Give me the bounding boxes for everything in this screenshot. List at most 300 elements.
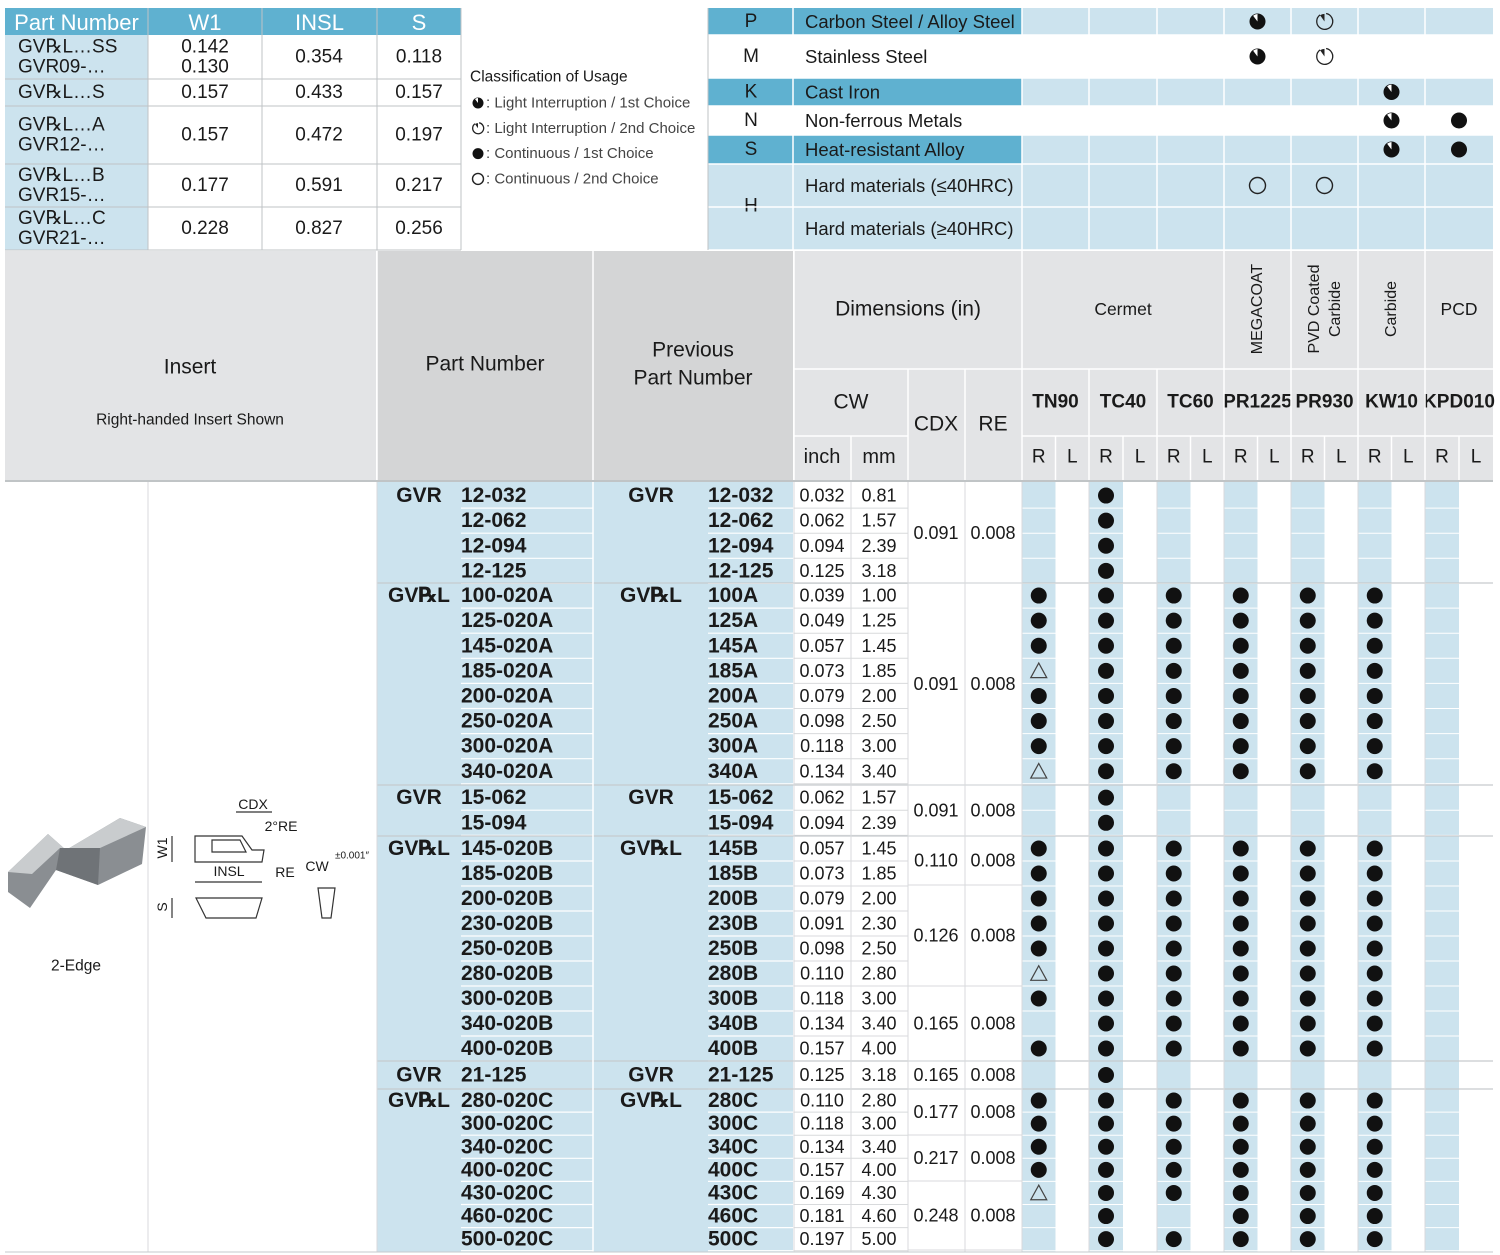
group-previous-prefix: GVR (628, 1063, 674, 1087)
filled-dot-mark (1166, 738, 1182, 754)
part-number: 460-020C (461, 1204, 554, 1228)
previous-part-number: 15-094 (708, 811, 774, 835)
cw-inch: 0.134 (799, 1136, 845, 1157)
top-left-w1: 0.157 (181, 124, 229, 146)
cw-mm: 1.57 (861, 510, 897, 531)
header-group-megacoat: MEGACOAT (1249, 263, 1266, 355)
top-left-insl: 0.354 (295, 46, 343, 68)
cw-inch: 0.098 (799, 938, 845, 959)
material-grade-cell (1157, 35, 1224, 78)
cw-mm: 2.00 (861, 685, 897, 706)
header-group-pvd: Carbide (1327, 280, 1344, 338)
cw-mm: 0.81 (861, 485, 897, 506)
header-hand-r: R (1300, 446, 1315, 468)
filled-dot-mark (1233, 763, 1249, 779)
legend-title: Classification of Usage (470, 68, 628, 86)
group-previous-prefix: GV℞L (620, 584, 682, 608)
header-grade-kw10: KW10 (1365, 391, 1418, 413)
filled-dot-mark (1031, 638, 1047, 654)
filled-dot-mark (1233, 1116, 1249, 1132)
header-hand-r: R (1166, 446, 1181, 468)
material-grade-cell (1425, 207, 1493, 250)
filled-dot-mark (1098, 738, 1114, 754)
filled-dot-mark (1300, 866, 1316, 882)
filled-dot-mark (1367, 891, 1383, 907)
cw-mm: 3.00 (861, 736, 897, 757)
filled-dot-mark (1031, 841, 1047, 857)
top-left-s: 0.118 (395, 46, 443, 68)
filled-dot-mark (1233, 663, 1249, 679)
filled-dot-mark (1233, 613, 1249, 629)
previous-part-number: 185B (708, 862, 759, 885)
top-left-insl: 0.433 (295, 82, 343, 103)
top-left-part-number: GV℞L…C (18, 208, 106, 229)
material-grade-cell (1291, 78, 1358, 106)
previous-part-number: 230B (708, 912, 759, 935)
part-number: 430-020C (461, 1181, 554, 1205)
filled-dot-mark (1098, 891, 1114, 907)
material-grade-cell (1358, 35, 1425, 78)
top-left-part-number: GVR12-… (18, 134, 106, 156)
re-value: 0.008 (970, 1013, 1016, 1034)
previous-part-number: 12-094 (708, 534, 774, 558)
top-left-s: 0.157 (395, 82, 443, 103)
filled-dot-mark (1098, 966, 1114, 982)
cw-inch: 0.118 (800, 736, 844, 757)
part-number: 230-020B (461, 912, 554, 935)
filled-dot-mark (1300, 1041, 1316, 1057)
grade-l-column-bg (1459, 482, 1493, 1252)
filled-dot-mark (1031, 1041, 1047, 1057)
part-number: 400-020B (461, 1037, 554, 1060)
filled-dot-mark (1166, 1162, 1182, 1178)
re-value: 0.008 (970, 800, 1016, 821)
header-group-cermet: Cermet (1094, 299, 1152, 319)
filled-dot-mark (1098, 815, 1114, 831)
filled-dot-mark (1098, 916, 1114, 932)
material-name: Non-ferrous Metals (805, 110, 963, 131)
part-number: 12-094 (461, 534, 527, 558)
legend-item-text: : Light Interruption / 1st Choice (486, 94, 691, 112)
cw-inch: 0.134 (799, 761, 845, 782)
group-previous-prefix: GV℞L (620, 1089, 682, 1113)
material-grade-cell (1291, 135, 1358, 164)
diagram-label-tolerance: ±0.001″ (334, 850, 370, 862)
filled-dot-mark (1031, 688, 1047, 704)
cw-inch: 0.197 (799, 1229, 845, 1250)
cw-inch: 0.118 (800, 988, 844, 1009)
material-grade-cell (1291, 106, 1358, 135)
filled-dot-mark (1098, 638, 1114, 654)
filled-dot-mark (1031, 941, 1047, 957)
group-part-prefix: GV℞L (388, 1089, 450, 1113)
previous-part-number: 12-032 (708, 484, 774, 508)
header-hand-l: L (1134, 446, 1146, 468)
cw-inch: 0.091 (799, 913, 845, 934)
top-left-s: 0.197 (395, 124, 443, 146)
part-number: 300-020A (461, 734, 554, 758)
part-number: 340-020A (461, 759, 554, 783)
material-name: Carbon Steel / Alloy Steel (805, 11, 1015, 32)
previous-part-number: 125A (708, 609, 759, 633)
material-grade-cell (1022, 8, 1089, 35)
grade-l-column-bg (1325, 482, 1359, 1252)
part-number: 280-020C (461, 1089, 554, 1113)
diagram-label-w1: W1 (154, 837, 170, 859)
filled-dot-mark (1367, 916, 1383, 932)
cw-mm: 3.00 (861, 1113, 897, 1134)
material-name: Cast Iron (805, 81, 881, 103)
re-value: 0.008 (970, 1148, 1016, 1168)
material-grade-cell (1157, 78, 1224, 106)
filled-dot-mark (1166, 916, 1182, 932)
filled-dot-mark (1098, 1093, 1114, 1109)
material-grade-cell (1224, 135, 1291, 164)
filled-dot-mark (1300, 638, 1316, 654)
material-name: Heat-resistant Alloy (805, 139, 965, 160)
filled-dot-mark (1098, 1139, 1114, 1155)
previous-part-number: 15-062 (708, 786, 774, 810)
header-group-carbide: Carbide (1383, 280, 1400, 338)
cw-mm: 1.85 (861, 660, 897, 681)
top-left-insl: 0.591 (295, 175, 343, 196)
filled-dot-mark (1300, 1116, 1316, 1132)
filled-dot-mark (1300, 1093, 1316, 1109)
previous-part-number: 500C (708, 1227, 759, 1251)
filled-dot-mark (1300, 1139, 1316, 1155)
part-number: 280-020B (461, 962, 554, 985)
cw-inch: 0.057 (799, 635, 845, 656)
filled-dot-mark (1300, 738, 1316, 754)
material-grade-cell (1425, 8, 1493, 35)
cw-inch: 0.110 (800, 963, 844, 984)
filled-dot-mark (1098, 790, 1114, 806)
filled-dot-mark (1166, 966, 1182, 982)
material-code-N: N (744, 110, 758, 131)
filled-dot-mark (1367, 688, 1383, 704)
previous-part-number: 200A (708, 684, 759, 708)
part-number: 145-020A (461, 634, 554, 658)
cw-inch: 0.134 (799, 1013, 845, 1034)
filled-dot-mark (1166, 841, 1182, 857)
filled-dot-mark (1098, 713, 1114, 729)
filled-dot-mark (1367, 1016, 1383, 1032)
filled-dot-mark (1098, 866, 1114, 882)
cdx-value: 0.110 (914, 850, 958, 871)
part-number: 12-032 (461, 484, 527, 508)
part-number: 185-020A (461, 659, 554, 683)
material-grade-cell (1089, 78, 1157, 106)
cw-mm: 1.00 (861, 585, 897, 606)
filled-dot-mark (1166, 763, 1182, 779)
filled-dot-mark (1367, 966, 1383, 982)
previous-part-number: 145A (708, 634, 759, 658)
filled-dot-mark (1300, 713, 1316, 729)
part-number: 340-020C (461, 1135, 554, 1159)
cw-mm: 1.25 (861, 610, 897, 631)
filled-dot-mark (1367, 1208, 1383, 1224)
header-insert: Insert (163, 355, 217, 379)
material-grade-cell (1157, 207, 1224, 250)
filled-dot-mark (1166, 866, 1182, 882)
part-number: 15-062 (461, 786, 527, 810)
group-part-prefix: GVR (396, 786, 442, 810)
filled-dot-mark (1300, 1185, 1316, 1201)
material-grade-cell (1224, 106, 1291, 135)
filled-dot-mark (1367, 866, 1383, 882)
header-group-pvd: PVD Coated (1306, 264, 1323, 354)
cw-mm: 2.00 (861, 888, 897, 909)
cdx-value: 0.126 (913, 925, 959, 946)
cw-mm: 1.85 (861, 863, 897, 884)
legend-item-text: : Continuous / 2nd Choice (486, 170, 659, 188)
filled-dot-mark (1166, 991, 1182, 1007)
header-hand-l: L (1066, 446, 1078, 468)
part-number: 185-020B (461, 862, 554, 885)
filled-dot-mark (1098, 688, 1114, 704)
re-value: 0.008 (970, 523, 1016, 543)
previous-part-number: 145B (708, 837, 759, 860)
top-left-header-insl: INSL (295, 10, 344, 35)
top-left-part-number: GVR15-… (18, 185, 106, 206)
material-grade-cell (1358, 164, 1425, 207)
cw-mm: 2.50 (861, 938, 897, 959)
legend-item-text: : Light Interruption / 2nd Choice (486, 119, 696, 137)
filled-dot-mark (1031, 916, 1047, 932)
material-code-P: P (744, 11, 758, 32)
previous-part-number: 340A (708, 759, 759, 783)
filled-dot-mark (1098, 941, 1114, 957)
material-grade-cell (1089, 164, 1157, 207)
filled-dot-mark (1300, 916, 1316, 932)
grade-l-column-bg (1392, 482, 1426, 1252)
material-grade-cell (1022, 135, 1089, 164)
filled-dot-mark (1098, 563, 1114, 579)
re-value: 0.008 (970, 1065, 1016, 1085)
previous-part-number: 12-062 (708, 509, 774, 533)
cdx-value: 0.091 (913, 800, 959, 821)
top-left-header-w1: W1 (188, 10, 222, 35)
part-number: 340-020B (461, 1012, 554, 1035)
header-hand-r: R (1233, 446, 1248, 468)
filled-dot-mark (1300, 941, 1316, 957)
group-previous-prefix: GVR (628, 484, 674, 508)
filled-dot-mark (1166, 713, 1182, 729)
filled-dot-mark (1233, 1162, 1249, 1178)
previous-part-number: 100A (708, 584, 759, 608)
filled-dot-mark (1367, 1185, 1383, 1201)
part-number: 300-020C (461, 1112, 554, 1136)
top-left-part-number: GV℞L…SS (18, 36, 118, 58)
group-part-prefix: GV℞L (388, 584, 450, 608)
filled-dot-mark (1098, 991, 1114, 1007)
cw-inch: 0.062 (799, 787, 845, 808)
filled-dot-mark (1166, 663, 1182, 679)
header-group-pcd: PCD (1440, 299, 1478, 319)
cw-mm: 3.40 (861, 761, 897, 782)
filled-dot-mark (1031, 1139, 1047, 1155)
re-value: 0.008 (970, 850, 1016, 871)
top-left-w1: 0.142 (181, 36, 229, 58)
header-hand-r: R (1031, 446, 1046, 468)
filled-dot-mark (1031, 1093, 1047, 1109)
previous-part-number: 400B (708, 1037, 759, 1060)
material-name: Hard materials (≤40HRC) (805, 175, 1014, 196)
grade-r-column-bg (1425, 482, 1459, 1252)
header-grade-pr1225: PR1225 (1223, 391, 1292, 413)
material-grade-cell (1022, 207, 1089, 250)
filled-dot-mark (1367, 1231, 1383, 1247)
material-grade-cell (1224, 207, 1291, 250)
cw-mm: 4.00 (861, 1159, 897, 1180)
grade-l-column-bg (1056, 482, 1090, 1252)
filled-dot-mark (1031, 991, 1047, 1007)
filled-dot-mark (1367, 991, 1383, 1007)
filled-dot-mark (1300, 1016, 1316, 1032)
filled-dot-mark (1233, 841, 1249, 857)
cw-mm: 4.30 (861, 1182, 897, 1203)
material-grade-cell (1089, 35, 1157, 78)
group-previous-prefix: GVR (628, 786, 674, 810)
cw-mm: 1.45 (861, 635, 897, 656)
cw-inch: 0.157 (799, 1159, 845, 1180)
filled-dot-mark (1233, 1093, 1249, 1109)
filled-dot-mark (1233, 866, 1249, 882)
top-left-w1: 0.157 (181, 82, 229, 103)
filled-dot-mark (1300, 1208, 1316, 1224)
top-left-w1: 0.130 (181, 56, 229, 78)
filled-dot-mark (1166, 588, 1182, 604)
previous-part-number: 12-125 (708, 559, 774, 583)
cw-mm: 3.18 (861, 1065, 897, 1085)
filled-dot-mark (1098, 1162, 1114, 1178)
filled-dot-mark (1367, 738, 1383, 754)
material-code-M: M (743, 46, 759, 67)
filled-dot-mark (1300, 688, 1316, 704)
material-grade-cell (1157, 106, 1224, 135)
diagram-label-re: RE (275, 864, 295, 880)
material-grade-cell (1157, 8, 1224, 35)
filled-dot-mark (1233, 1208, 1249, 1224)
filled-dot-mark (1367, 763, 1383, 779)
cdx-value: 0.165 (913, 1065, 959, 1085)
legend-filled-dot-icon (473, 148, 484, 159)
filled-dot-mark (1098, 1208, 1114, 1224)
cw-inch: 0.110 (800, 1090, 844, 1111)
cw-mm: 3.40 (861, 1013, 897, 1034)
material-name: Hard materials (≥40HRC) (805, 218, 1014, 239)
previous-part-number: 340B (708, 1012, 759, 1035)
material-grade-cell (1425, 164, 1493, 207)
cw-mm: 1.45 (861, 838, 897, 859)
top-left-insl: 0.827 (295, 218, 343, 239)
diagram-label-cw: CW (305, 858, 329, 874)
cw-inch: 0.094 (799, 535, 845, 556)
material-code-S: S (744, 139, 758, 160)
filled-dot-mark (1233, 588, 1249, 604)
previous-part-number: 430C (708, 1181, 759, 1205)
filled-dot-mark (1233, 1139, 1249, 1155)
header-cw: CW (833, 390, 869, 414)
filled-dot-mark (1098, 1185, 1114, 1201)
cw-mm: 4.00 (861, 1038, 897, 1059)
filled-dot-mark (1300, 1162, 1316, 1178)
top-left-s: 0.256 (395, 218, 443, 239)
re-value: 0.008 (970, 674, 1016, 694)
grade-l-column-bg (1258, 482, 1292, 1252)
diagram-label-angle-re: 2°RE (264, 818, 298, 834)
part-number: 400-020C (461, 1158, 554, 1182)
material-grade-cell (1291, 207, 1358, 250)
header-cdx: CDX (913, 412, 959, 436)
part-number: 250-020A (461, 709, 554, 733)
filled-dot-mark (1098, 663, 1114, 679)
top-left-part-number: GVR21-… (18, 228, 106, 249)
material-code-K: K (744, 81, 758, 103)
filled-dot-mark (1233, 1016, 1249, 1032)
re-value: 0.008 (970, 1102, 1016, 1122)
header-hand-r: R (1099, 446, 1113, 468)
previous-part-number: 300A (708, 734, 759, 758)
header-previous-part-number: Part Number (633, 366, 753, 390)
header-previous-part-number: Previous (652, 338, 734, 362)
re-value: 0.008 (970, 1205, 1016, 1226)
material-grade-cell (1291, 164, 1358, 207)
group-previous-prefix: GV℞L (620, 837, 682, 860)
filled-dot-mark (1233, 713, 1249, 729)
part-number: 12-062 (461, 509, 527, 533)
header-hand-l: L (1470, 446, 1482, 468)
top-left-header-part-number: Part Number (14, 10, 139, 35)
insert-diagram-cell (149, 482, 376, 1252)
part-number: 200-020A (461, 684, 554, 708)
previous-part-number: 185A (708, 659, 759, 683)
material-code-H: H (744, 195, 758, 217)
material-name: Stainless Steel (805, 46, 928, 67)
filled-dot-mark (1098, 613, 1114, 629)
header-hand-r: R (1435, 446, 1449, 468)
filled-dot-mark (1098, 538, 1114, 554)
filled-dot-mark (1098, 588, 1114, 604)
previous-part-number: 21-125 (708, 1063, 774, 1087)
filled-dot-mark (1367, 638, 1383, 654)
header-hand-l: L (1201, 446, 1213, 468)
legend-half-open-dot-icon-notch (475, 123, 478, 128)
cw-mm: 2.30 (861, 913, 897, 934)
group-part-prefix: GVR (396, 1063, 442, 1087)
top-left-part-number: GV℞L…B (18, 165, 105, 186)
filled-dot-mark (1031, 891, 1047, 907)
cw-inch: 0.049 (799, 610, 845, 631)
filled-dot-mark (1031, 613, 1047, 629)
part-number: 100-020A (461, 584, 554, 608)
filled-dot-mark (1300, 991, 1316, 1007)
header-hand-l: L (1335, 446, 1347, 468)
cw-mm: 1.57 (861, 787, 897, 808)
part-number: 21-125 (461, 1063, 527, 1087)
header-hand-l: L (1268, 446, 1280, 468)
diagram-label-s: S (154, 902, 170, 912)
previous-part-number: 300B (708, 987, 759, 1010)
filled-dot-mark (1367, 1162, 1383, 1178)
cdx-value: 0.177 (913, 1102, 959, 1122)
material-grade-cell (1358, 207, 1425, 250)
material-filled-dot-icon (1451, 142, 1467, 158)
filled-dot-mark (1367, 613, 1383, 629)
header-hand-l: L (1402, 446, 1414, 468)
material-grade-cell (1358, 8, 1425, 35)
filled-dot-mark (1233, 1231, 1249, 1247)
